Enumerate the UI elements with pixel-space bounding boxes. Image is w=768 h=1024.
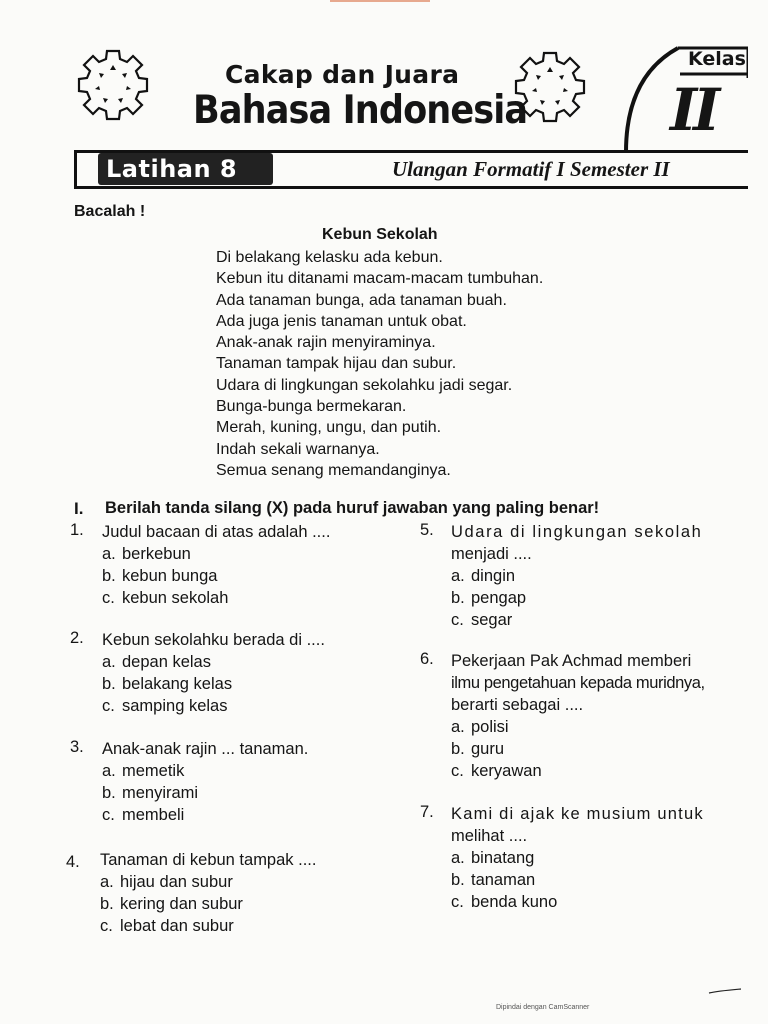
- answer-option-a[interactable]: [102, 760, 308, 782]
- option-text: pengap: [471, 589, 527, 607]
- option-letter: b.: [100, 895, 114, 913]
- story-line: Ada juga jenis tanaman untuk obat.: [216, 312, 467, 330]
- question-number: 3.: [70, 738, 84, 756]
- option-letter: c.: [451, 611, 464, 629]
- question-text: Kami di ajak ke musium untuk: [451, 805, 704, 823]
- scan-edge-mark: [330, 0, 430, 2]
- option-letter: a.: [451, 718, 465, 736]
- brand-title: Bahasa Indonesia: [193, 88, 528, 133]
- question-text: Pekerjaan Pak Achmad memberi: [451, 652, 692, 670]
- question-text: Kebun sekolahku berada di ....: [102, 631, 325, 649]
- answer-option-a[interactable]: [102, 543, 330, 565]
- lesson-badge: Latihan 8: [98, 153, 273, 185]
- question-text: melihat ....: [451, 827, 528, 845]
- option-letter: a.: [102, 762, 116, 780]
- story-line: Tanaman tampak hijau dan subur.: [216, 355, 457, 373]
- gear-logo-left-icon: [70, 42, 156, 128]
- grade-badge: [618, 40, 748, 152]
- answer-option-c[interactable]: [102, 587, 330, 609]
- question-text: Anak-anak rajin ... tanaman.: [102, 740, 309, 758]
- section-number: I.: [74, 499, 84, 518]
- option-letter: a.: [100, 873, 114, 891]
- gear-logo-right-icon: [504, 44, 596, 130]
- answer-option-c[interactable]: [451, 609, 702, 631]
- option-text: membeli: [122, 806, 185, 824]
- option-letter: a.: [102, 545, 116, 563]
- option-letter: c.: [102, 589, 115, 607]
- option-letter: b.: [102, 567, 116, 585]
- question-text: ilmu pengetahuan kepada muridnya,: [451, 674, 705, 692]
- grade-label: Kelas: [688, 48, 746, 70]
- option-text: samping kelas: [122, 697, 228, 715]
- answer-option-c[interactable]: [102, 695, 325, 717]
- question-number: 1.: [70, 521, 84, 539]
- answer-option-c[interactable]: [451, 891, 704, 913]
- option-text: depan kelas: [122, 653, 211, 671]
- story-line: Di belakang kelasku ada kebun.: [216, 249, 443, 266]
- question-text: menjadi ....: [451, 545, 532, 563]
- answer-option-b[interactable]: [100, 893, 316, 915]
- header-rule-bottom: [74, 186, 748, 189]
- story-line: Anak-anak rajin menyiraminya.: [216, 334, 436, 352]
- grade-number: II: [670, 76, 717, 144]
- answer-option-a[interactable]: [451, 847, 704, 869]
- pen-stroke-mark: [708, 988, 742, 996]
- story-line: Merah, kuning, ungu, dan putih.: [216, 419, 442, 437]
- option-text: binatang: [471, 849, 535, 867]
- option-letter: c.: [100, 917, 113, 935]
- question-text: Udara di lingkungan sekolah: [451, 523, 703, 541]
- option-text: tanaman: [471, 871, 536, 889]
- option-letter: b.: [451, 589, 465, 607]
- answer-option-c[interactable]: [451, 760, 705, 782]
- option-text: berkebun: [122, 545, 191, 563]
- brand-line-1: Cakap dan Juara: [225, 60, 460, 89]
- reading-instruction: Bacalah !: [74, 203, 146, 220]
- option-text: lebat dan subur: [120, 917, 234, 935]
- question-text: Judul bacaan di atas adalah ....: [102, 523, 331, 541]
- scanner-watermark: Dipindai dengan CamScanner: [496, 1004, 590, 1011]
- story-line: Kebun itu ditanami macam-macam tumbuhan.: [216, 270, 544, 288]
- option-letter: c.: [451, 762, 464, 780]
- answer-option-a[interactable]: [102, 651, 325, 673]
- section-instruction: Berilah tanda silang (X) pada huruf jawaban yang paling benar!: [105, 499, 600, 517]
- answer-option-b[interactable]: [102, 782, 308, 804]
- answer-option-b[interactable]: [451, 869, 704, 891]
- answer-option-b[interactable]: [451, 587, 702, 609]
- answer-option-b[interactable]: [451, 738, 705, 760]
- question-number: 2.: [70, 629, 84, 647]
- option-letter: b.: [102, 784, 116, 802]
- story-line: Udara di lingkungan sekolahku jadi segar.: [216, 376, 513, 394]
- option-letter: b.: [451, 740, 465, 758]
- question-text: Tanaman di kebun tampak ....: [100, 851, 317, 869]
- answer-option-a[interactable]: [100, 871, 316, 893]
- option-letter: c.: [102, 697, 115, 715]
- question-number: 5.: [420, 521, 434, 539]
- option-text: memetik: [122, 762, 185, 780]
- option-text: keryawan: [471, 762, 542, 780]
- story-line: Indah sekali warnanya.: [216, 440, 380, 458]
- story-line: Semua senang memandanginya.: [216, 461, 451, 479]
- option-text: dingin: [471, 567, 516, 585]
- option-letter: c.: [102, 806, 115, 824]
- exam-title: Ulangan Formatif I Semester II: [392, 157, 670, 181]
- question-number: 7.: [420, 803, 434, 821]
- story-text: [216, 247, 543, 481]
- option-letter: a.: [102, 653, 116, 671]
- question-text: berarti sebagai ....: [451, 696, 584, 714]
- option-text: menyirami: [122, 784, 199, 802]
- question-number: 6.: [420, 650, 434, 668]
- story-line: Bunga-bunga bermekaran.: [216, 398, 407, 416]
- story-line: Ada tanaman bunga, ada tanaman buah.: [216, 291, 507, 309]
- question-number: 4.: [66, 853, 80, 871]
- answer-option-b[interactable]: [102, 673, 325, 695]
- answer-option-a[interactable]: [451, 716, 705, 738]
- answer-option-c[interactable]: [102, 804, 308, 826]
- option-text: kering dan subur: [120, 895, 243, 913]
- option-text: hijau dan subur: [120, 873, 233, 891]
- option-text: segar: [471, 611, 513, 629]
- answer-option-a[interactable]: [451, 565, 702, 587]
- option-text: benda kuno: [471, 893, 558, 911]
- option-letter: a.: [451, 567, 465, 585]
- answer-option-c[interactable]: [100, 915, 316, 937]
- header-rule-left: [74, 150, 77, 186]
- answer-option-b[interactable]: [102, 565, 330, 587]
- story-title: Kebun Sekolah: [322, 226, 438, 243]
- option-letter: c.: [451, 893, 464, 911]
- option-letter: b.: [451, 871, 465, 889]
- option-text: polisi: [471, 718, 509, 736]
- option-text: kebun sekolah: [122, 589, 229, 607]
- option-letter: b.: [102, 675, 116, 693]
- option-text: belakang kelas: [122, 675, 233, 693]
- option-text: guru: [471, 740, 505, 758]
- option-letter: a.: [451, 849, 465, 867]
- option-text: kebun bunga: [122, 567, 218, 585]
